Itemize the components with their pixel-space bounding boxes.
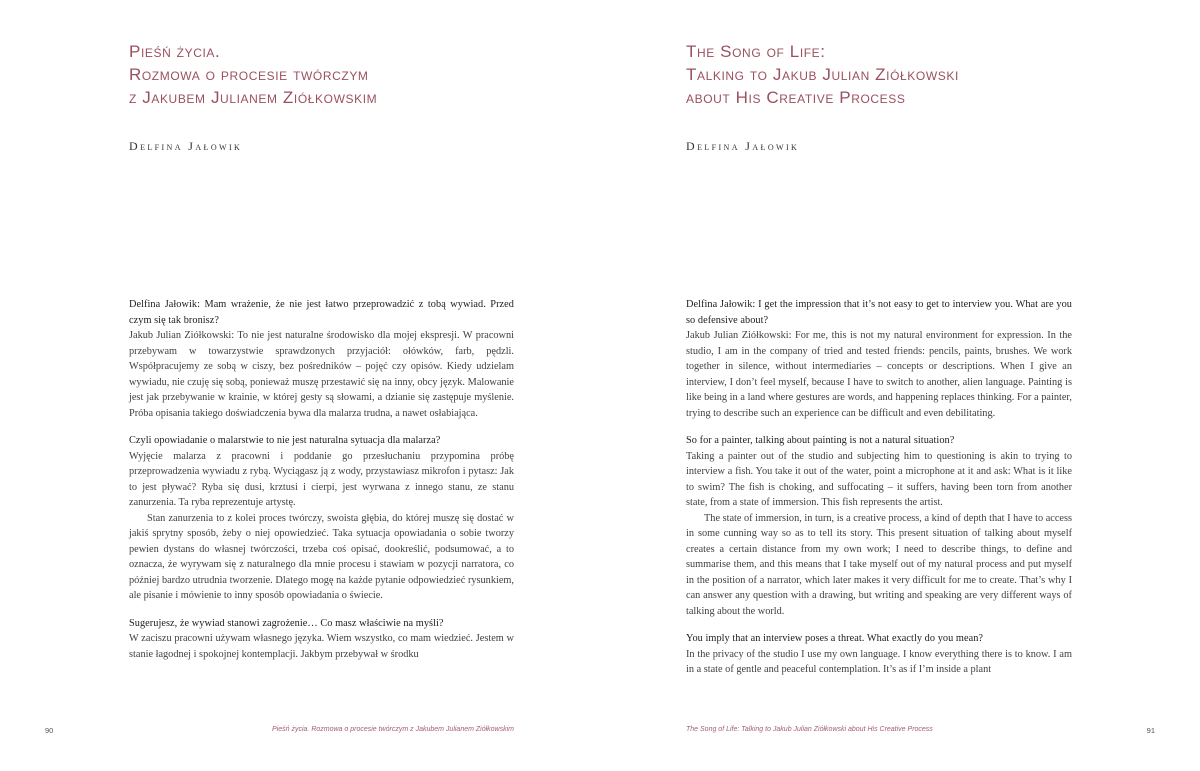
- answer-3: In the privacy of the studio I use my own language. I know everything there is to know. I am in a state of gentle and peaceful contemplation. It’s as if I’m inside a plant: [686, 648, 1072, 675]
- article-title-polish: [129, 40, 377, 109]
- article-body: [686, 297, 1072, 678]
- running-footer: Pieśń życia. Rozmowa o procesie twórczym z Jakubem Julianem Ziółkowskim: [272, 726, 514, 733]
- page-number: 91: [1146, 726, 1155, 735]
- question-1: Delfina Jałowik: I get the impression that it’s not easy to get to interview you. What are you so defensive about?: [686, 299, 1072, 326]
- title-line: about His Creative Process: [686, 88, 906, 107]
- title-line: The Song of Life:: [686, 42, 826, 61]
- article-body: [129, 297, 514, 662]
- question-1: Delfina Jałowik: Mam wrażenie, że nie jest łatwo przeprowadzić z tobą wywiad. Przed czym się tak bronisz?: [129, 299, 514, 326]
- answer-2: Taking a painter out of the studio and subjecting him to questioning is akin to trying to interview a fish. You take it out of the water, point a microphone at it and ask: What is it like to swim? The fish is choking, and suffocating – it suffers, having been torn from another state, from a state of immersion. This fish represents the artist.: [686, 450, 1072, 508]
- question-2: Czyli opowiadanie o malarstwie to nie jest naturalna sytuacja dla malarza?: [129, 435, 441, 446]
- question-3: Sugerujesz, że wywiad stanowi zagrożenie… Co masz właściwie na myśli?: [129, 617, 444, 629]
- question-2: So for a painter, talking about painting is not a natural situation?: [686, 435, 955, 446]
- title-line: Pieśń życia.: [129, 42, 221, 61]
- page-number: 90: [45, 726, 54, 735]
- answer-1: Jakub Julian Ziółkowski: To nie jest naturalne środowisko dla mojej ekspresji. W pracowni przebywam w towarzystwie sprawdzonych przyjaciół: ołówków, farb, pędzli. Współpracujemy ze sobą w ciszy, bez pośredników – pojęć czy opisów. Kiedy udzielam wywiadu, nie czuję się sobą, ponieważ muszę przestawić się na inny, obcy język. Malowanie jest jak przebywanie w krainie, w której gesty są słowami, a dzianie się zastępuje myślenie. Próba opisania takiego doświadczenia bywa dla malarza trudna, a nawet osłabiająca.: [129, 330, 514, 419]
- running-footer: The Song of Life: Talking to Jakub Julian Ziółkowski about His Creative Process: [686, 726, 933, 733]
- author-name: Delfina Jałowik: [686, 139, 800, 153]
- title-line: Talking to Jakub Julian Ziółkowski: [686, 65, 959, 84]
- title-line: Rozmowa o procesie twórczym: [129, 65, 369, 84]
- answer-3: W zaciszu pracowni używam własnego języka. Wiem wszystko, co mam wiedzieć. Jestem w stanie łagodnej i spokojnej kontemplacji. Jakbym przebywał w środku: [129, 633, 514, 660]
- answer-2-continued: The state of immersion, in turn, is a creative process, a kind of depth that I have to access in some cunning way so as to tell its story. This present situation of talking about myself creates a certain distance from my own work; I need to describe things, to define and summarise them, and this means that I take myself out of my natural process and put myself in the position of a narrator, which later makes it very difficult for me to create. That’s why I can answer any question with a drawing, but writing and speaking are very different ways of talking about the world.: [686, 512, 1072, 617]
- question-3: You imply that an interview poses a threat. What exactly do you mean?: [686, 633, 984, 644]
- title-line: z Jakubem Julianem Ziółkowskim: [129, 88, 378, 107]
- answer-2: Wyjęcie malarza z pracowni i poddanie go przesłuchaniu przypomina próbę przeprowadzenia wywiadu z rybą. Wyciągasz ją z wody, przystawiasz mikrofon i pytasz: Jak to jest pływać? Ryba się dusi, krztusi i cierpi, jest wyrwana z innego stanu, ze stanu zanurzenia. Ta ryba reprezentuje artystę.: [129, 450, 514, 508]
- right-page: [600, 0, 1200, 771]
- author-name: Delfina Jałowik: [129, 139, 243, 153]
- article-title-english: [686, 40, 959, 109]
- answer-1: Jakub Julian Ziółkowski: For me, this is not my natural environment for expression. In the studio, I am in the company of tried and tested friends: pencils, paints, brushes. We work together in silence, without intermediaries – concepts or descriptions. When I give an interview, I don’t feel myself, because I have to switch to another, alien language. Painting is like being in a land where gestures are words, and happening replaces thinking. For a painter, trying to describe such an experience can be difficult and even debilitating.: [686, 330, 1072, 419]
- answer-2-continued: Stan zanurzenia to z kolei proces twórczy, swoista głębia, do której muszę się dostać w jakiś sprytny sposób, żeby o niej opowiedzieć. Taka sytuacja opowiadania o sobie tworzy pewien dystans do własnej twórczości, trzeba coś opisać, dookreślić, podsumować, a to oznacza, że wyrywam się z naturalnego dla mnie procesu i stawiam w pozycji narratora, co później bardzo utrudnia tworzenie. Dlatego mogę na każde pytanie odpowiedzieć rysunkiem, ale pisanie i mówienie to inny sposób opowiadania o świecie.: [129, 512, 514, 601]
